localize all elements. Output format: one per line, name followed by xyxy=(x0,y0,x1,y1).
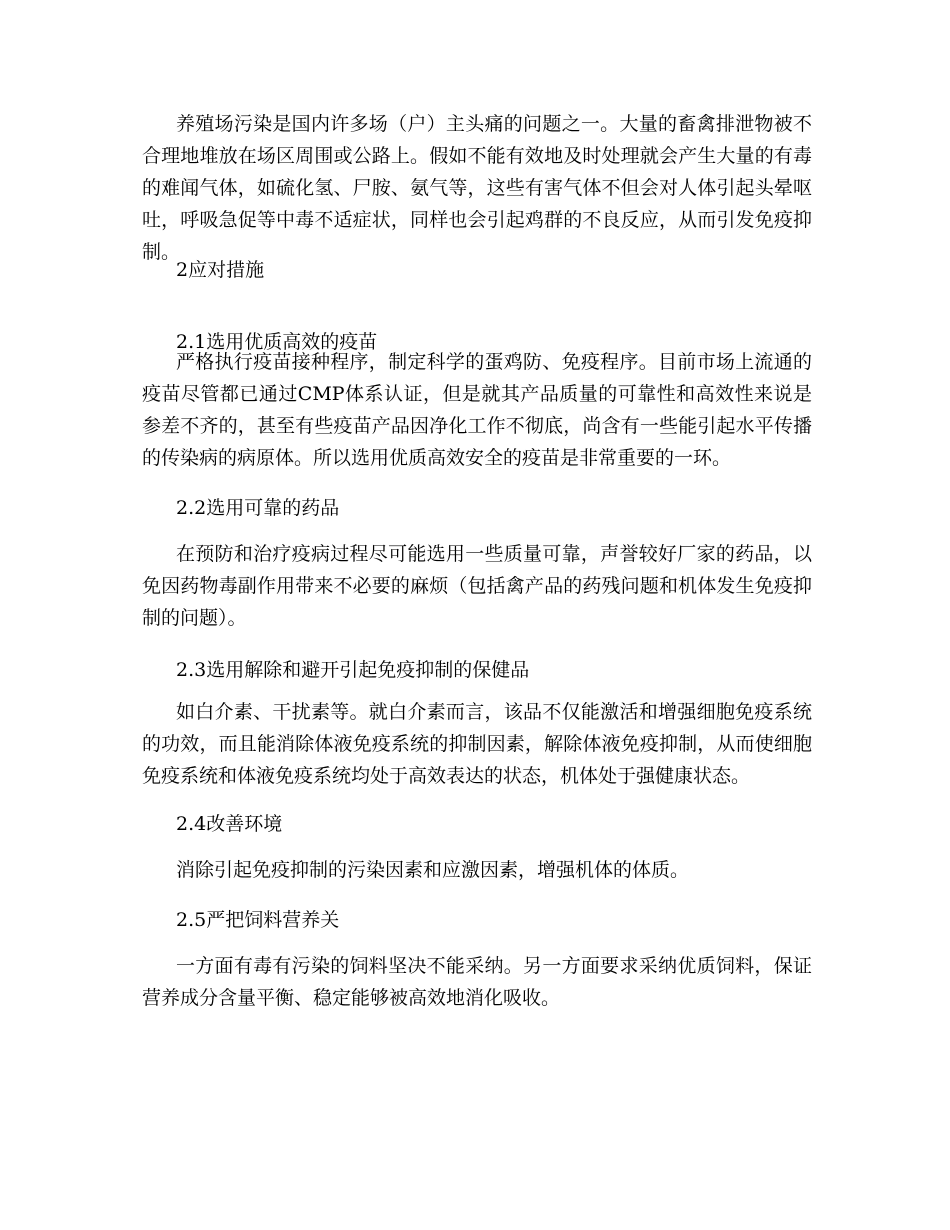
subsection-heading-2-1: 2.1选用优质高效的疫苗 xyxy=(176,331,378,353)
paragraph-health-products: 如白介素、干扰素等。就白介素而言，该品不仅能激活和增强细胞免疫系统的功效，而且能消除体液免疫系统的抑制因素，解除体液免疫抑制，从而使细胞免疫系统和体液免疫系统均处于高效表达的状态，机体处于强健康状态。 xyxy=(142,701,812,787)
subsection-heading-2-4: 2.4改善环境 xyxy=(176,813,283,835)
paragraph-vaccine: 严格执行疫苗接种程序，制定科学的蛋鸡防、免疫程序。目前市场上流通的疫苗尽管都已通过CMP体系认证，但是就其产品质量的可靠性和高效性来说是参差不齐的，甚至有些疫苗产品因净化工作不彻底，尚含有一些能引起水平传播的传染病的病原体。所以选用优质高效安全的疫苗是非常重要的一环。 xyxy=(142,351,812,469)
subsection-heading-2-5: 2.5严把饲料营养关 xyxy=(176,909,340,931)
subsection-heading-2-2: 2.2选用可靠的药品 xyxy=(176,497,340,519)
paragraph-medicine: 在预防和治疗疫病过程尽可能选用一些质量可靠，声誉较好厂家的药品，以免因药物毒副作用带来不必要的麻烦（包括禽产品的药残问题和机体发生免疫抑制的问题）。 xyxy=(142,543,812,629)
paragraph-feed: 一方面有毒有污染的饲料坚决不能采纳。另一方面要求采纳优质饲料，保证营养成分含量平衡、稳定能够被高效地消化吸收。 xyxy=(142,955,812,1009)
paragraph-pollution: 养殖场污染是国内许多场（户）主头痛的问题之一。大量的畜禽排泄物被不合理地堆放在场区周围或公路上。假如不能有效地及时处理就会产生大量的有毒的难闻气体，如硫化氢、尸胺、氨气等，这些有害气体不但会对人体引起头晕呕吐，呼吸急促等中毒不适症状，同样也会引起鸡群的不良反应，从而引发免疫抑制。 xyxy=(142,113,812,263)
subsection-heading-2-3: 2.3选用解除和避开引起免疫抑制的保健品 xyxy=(176,659,530,681)
section-heading-2: 2应对措施 xyxy=(176,259,265,281)
paragraph-environment: 消除引起免疫抑制的污染因素和应激因素，增强机体的体质。 xyxy=(176,859,690,881)
